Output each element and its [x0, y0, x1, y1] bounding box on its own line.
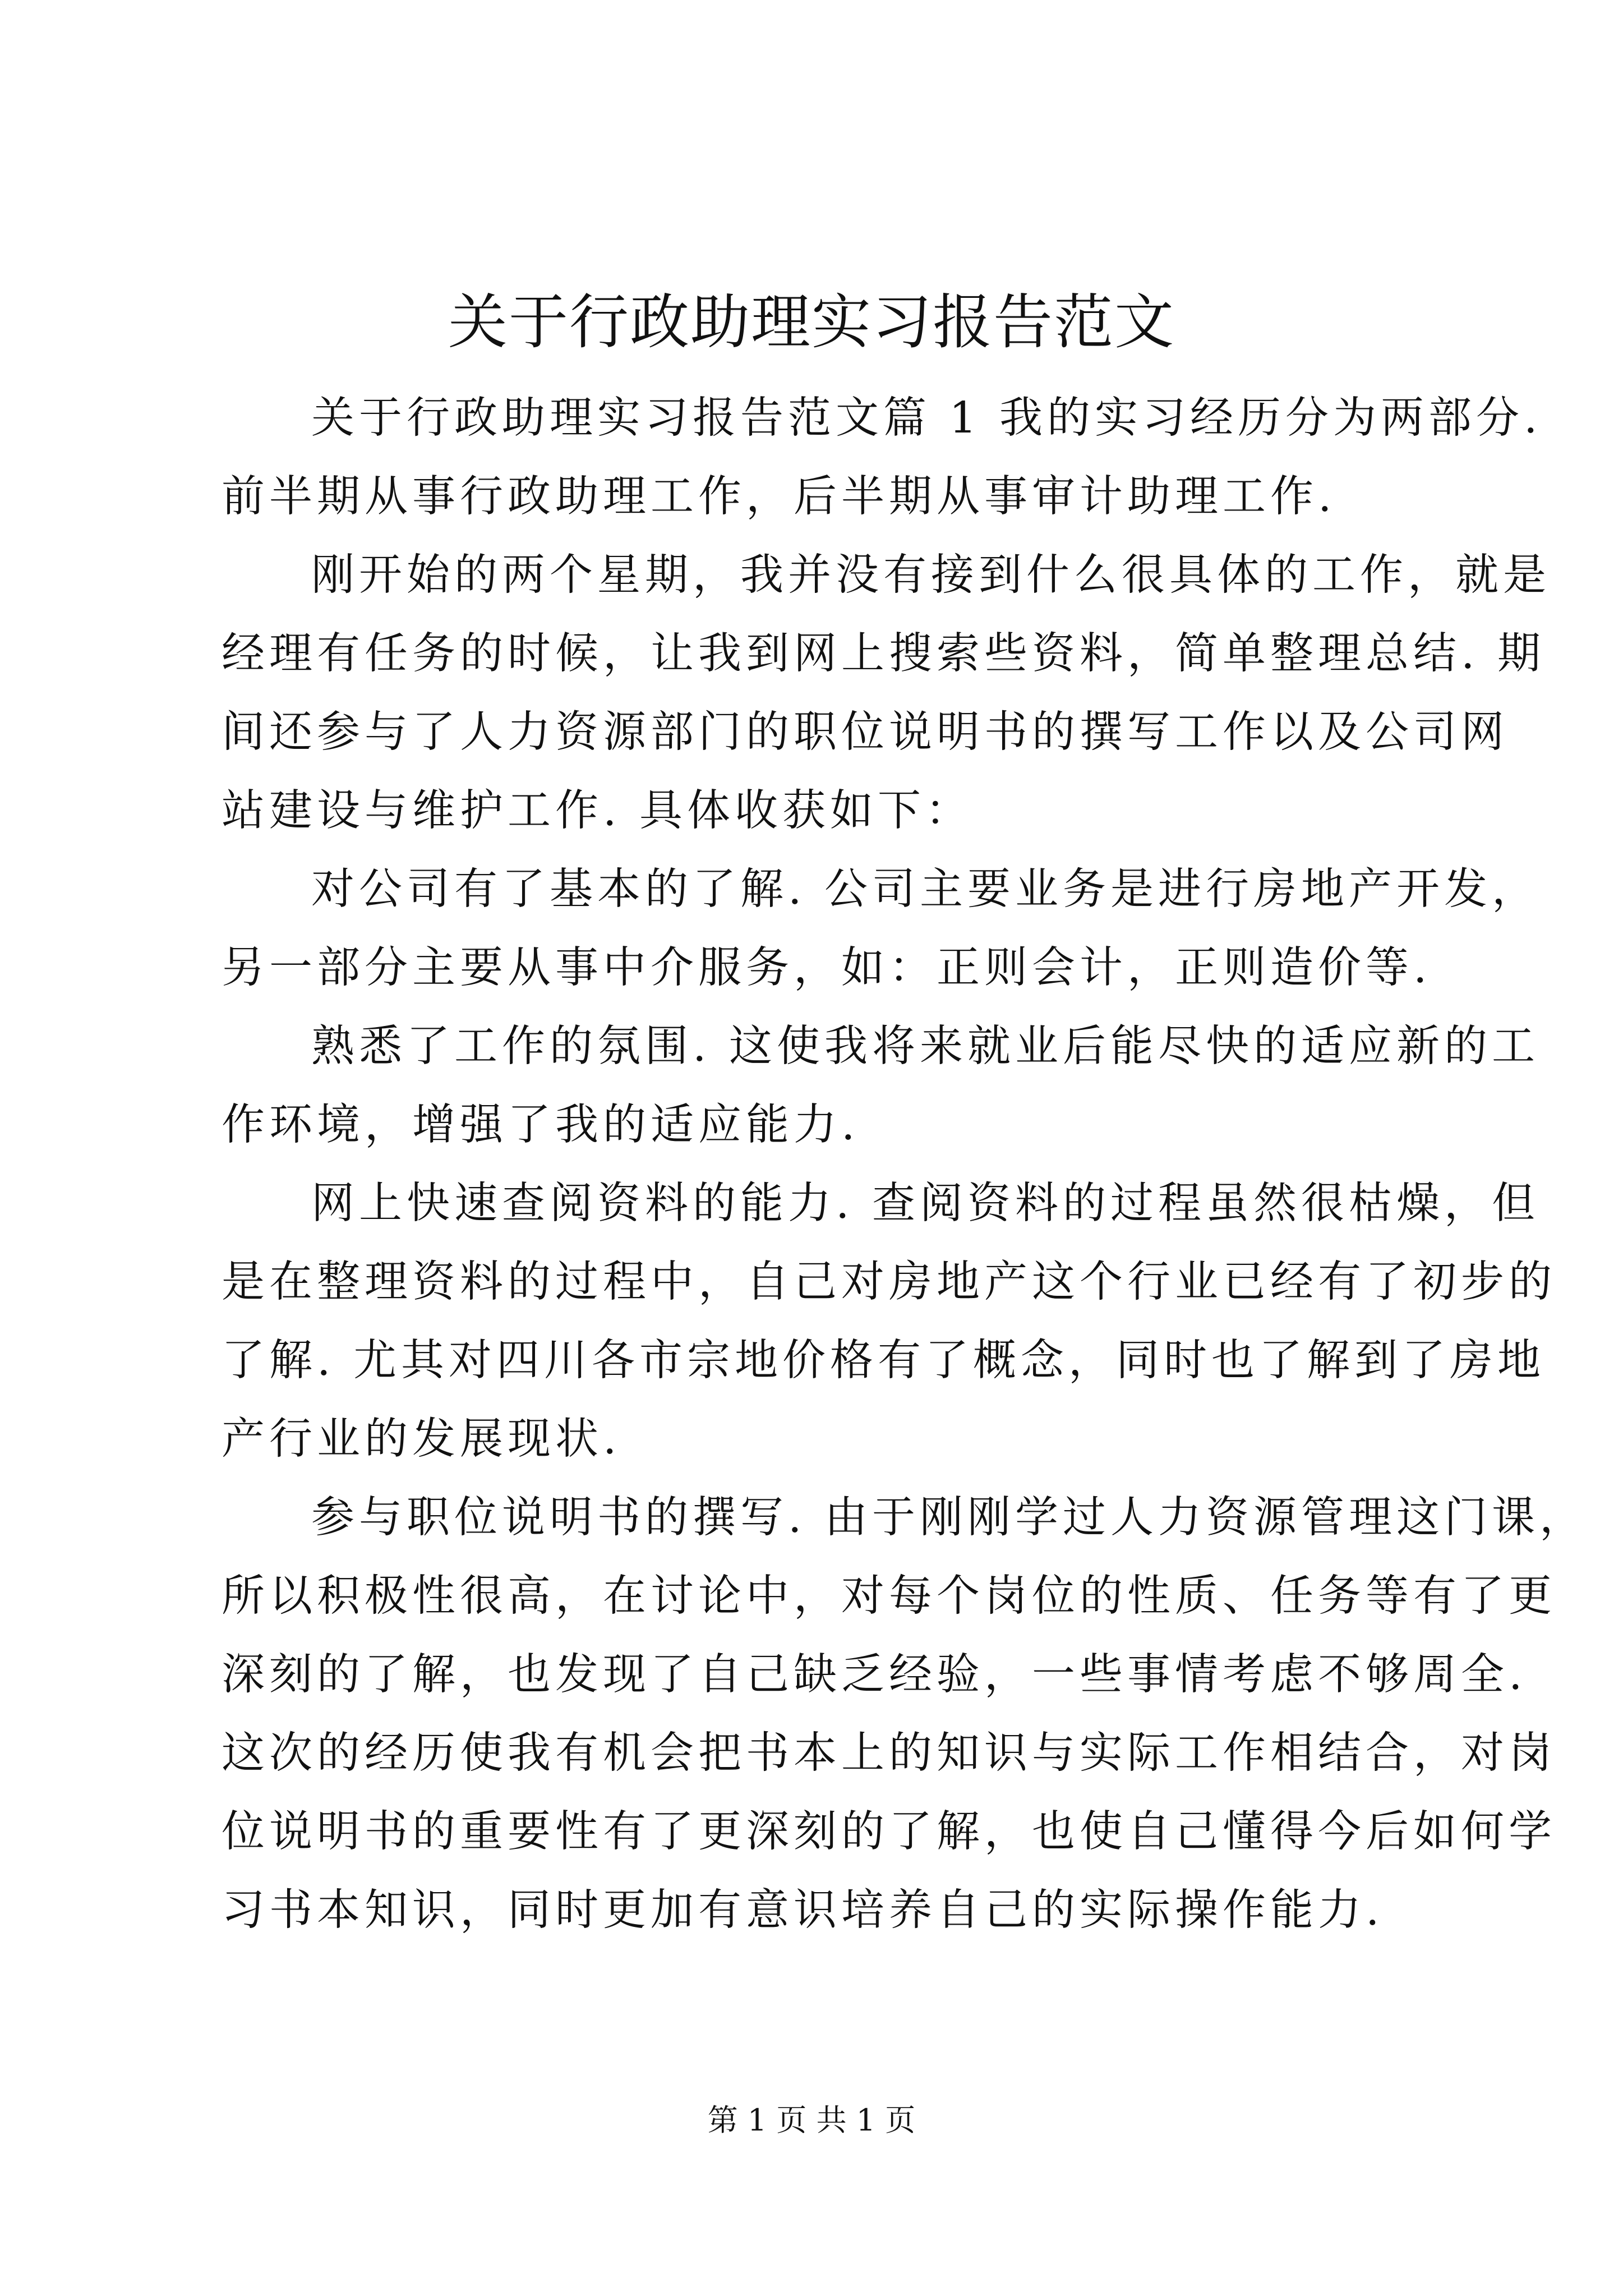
page-number-footer: 第 1 页 共 1 页	[707, 2102, 916, 2138]
paragraph-line: 是在整理资料的过程中，自己对房地产这个行业已经有了初步的	[222, 1257, 1556, 1307]
paragraph-line: 站建设与维护工作. 具体收获如下：	[222, 786, 973, 836]
paragraph-line: 产行业的发展现状.	[222, 1414, 621, 1464]
paragraph-line: 对公司有了基本的了解. 公司主要业务是进行房地产开发，	[311, 864, 1539, 914]
paragraph-line: 习书本知识，同时更加有意识培养自己的实际操作能力.	[222, 1885, 1384, 1935]
paragraph-line: 位说明书的重要性有了更深刻的了解，也使自己懂得今后如何学	[222, 1807, 1556, 1857]
paragraph-line: 关于行政助理实习报告范文篇 1 我的实习经历分为两部分.	[311, 393, 1542, 443]
paragraph-line: 前半期从事行政助理工作，后半期从事审计助理工作.	[222, 472, 1336, 522]
paragraph-line: 间还参与了人力资源部门的职位说明书的撰写工作以及公司网	[222, 707, 1509, 757]
paragraph-line: 所以积极性很高，在讨论中，对每个岗位的性质、任务等有了更	[222, 1571, 1556, 1621]
paragraph-line: 参与职位说明书的撰写. 由于刚刚学过人力资源管理这门课，	[311, 1493, 1587, 1543]
paragraph-line: 经理有任务的时候，让我到网上搜索些资料，简单整理总结. 期	[222, 629, 1545, 679]
paragraph-line: 作环境，增强了我的适应能力.	[222, 1100, 860, 1150]
paragraph-line: 另一部分主要从事中介服务，如：正则会计，正则造价等.	[222, 943, 1432, 993]
paragraph-line: 深刻的了解，也发现了自己缺乏经验，一些事情考虑不够周全.	[222, 1650, 1527, 1700]
paragraph-line: 刚开始的两个星期，我并没有接到什么很具体的工作，就是	[311, 550, 1551, 600]
document-title: 关于行政助理实习报告范文	[448, 288, 1175, 357]
paragraph-line: 熟悉了工作的氛围. 这使我将来就业后能尽快的适应新的工	[311, 1022, 1539, 1071]
paragraph-line: 这次的经历使我有机会把书本上的知识与实际工作相结合，对岗	[222, 1728, 1556, 1778]
paragraph-line: 了解. 尤其对四川各市宗地价格有了概念，同时也了解到了房地	[222, 1336, 1545, 1386]
paragraph-line: 网上快速查阅资料的能力. 查阅资料的过程虽然很枯燥，但	[311, 1179, 1539, 1228]
document-body	[222, 379, 1587, 1950]
